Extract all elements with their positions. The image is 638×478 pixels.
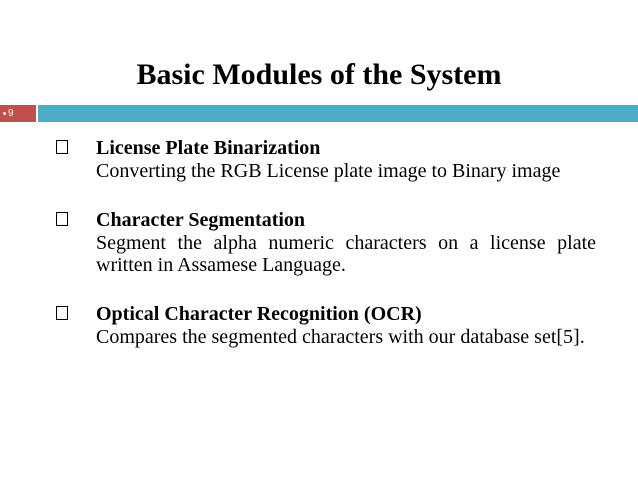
item-heading: Optical Character Recognition (OCR) (96, 303, 422, 325)
bullet-dot-icon (3, 112, 6, 115)
item-heading: License Plate Binarization (96, 137, 321, 159)
item-heading: Character Segmentation (96, 209, 306, 231)
bullet-list (56, 136, 596, 374)
accent-bar (38, 105, 638, 122)
slide-number: 9 (8, 108, 14, 119)
list-item (56, 302, 596, 348)
item-description: Segment the alpha numeric characters on a license plate written in Assamese Language. (96, 232, 596, 276)
list-item (56, 208, 596, 276)
list-item (56, 136, 596, 182)
slide-number-badge (0, 105, 36, 122)
square-bullet-icon (56, 306, 68, 320)
square-bullet-icon (56, 140, 68, 154)
item-description: Converting the RGB License plate image to Binary image (96, 160, 561, 182)
square-bullet-icon (56, 212, 68, 226)
slide-title: Basic Modules of the System (136, 58, 502, 91)
item-description: Compares the segmented characters with our database set[5]. (96, 326, 585, 348)
